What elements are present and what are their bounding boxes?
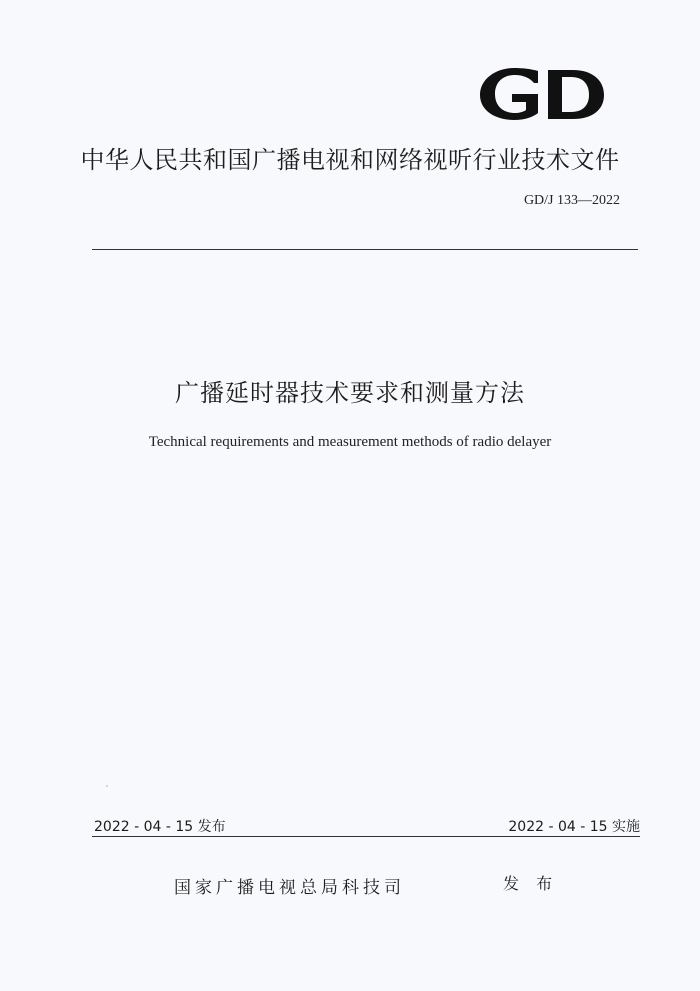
scan-speck bbox=[106, 785, 108, 787]
implementation-date: 2022 - 04 - 15 实施 bbox=[508, 819, 640, 835]
footer-divider bbox=[92, 836, 640, 837]
issuing-body-header: 中华人民共和国广播电视和网络视听行业技术文件 bbox=[80, 146, 620, 174]
document-number: GD/J 133—2022 bbox=[523, 193, 620, 208]
issue-label: 发 布 bbox=[503, 874, 559, 893]
publish-date: 2022 - 04 - 15 发布 bbox=[94, 819, 226, 835]
document-title-english: Technical requirements and measurement methods of radio delayer bbox=[148, 434, 552, 450]
gd-logo bbox=[470, 62, 610, 124]
issuing-authority: 国家广播电视总局科技司 bbox=[174, 878, 405, 898]
header-divider bbox=[92, 249, 638, 250]
document-title-chinese: 广播延时器技术要求和测量方法 bbox=[175, 379, 525, 407]
